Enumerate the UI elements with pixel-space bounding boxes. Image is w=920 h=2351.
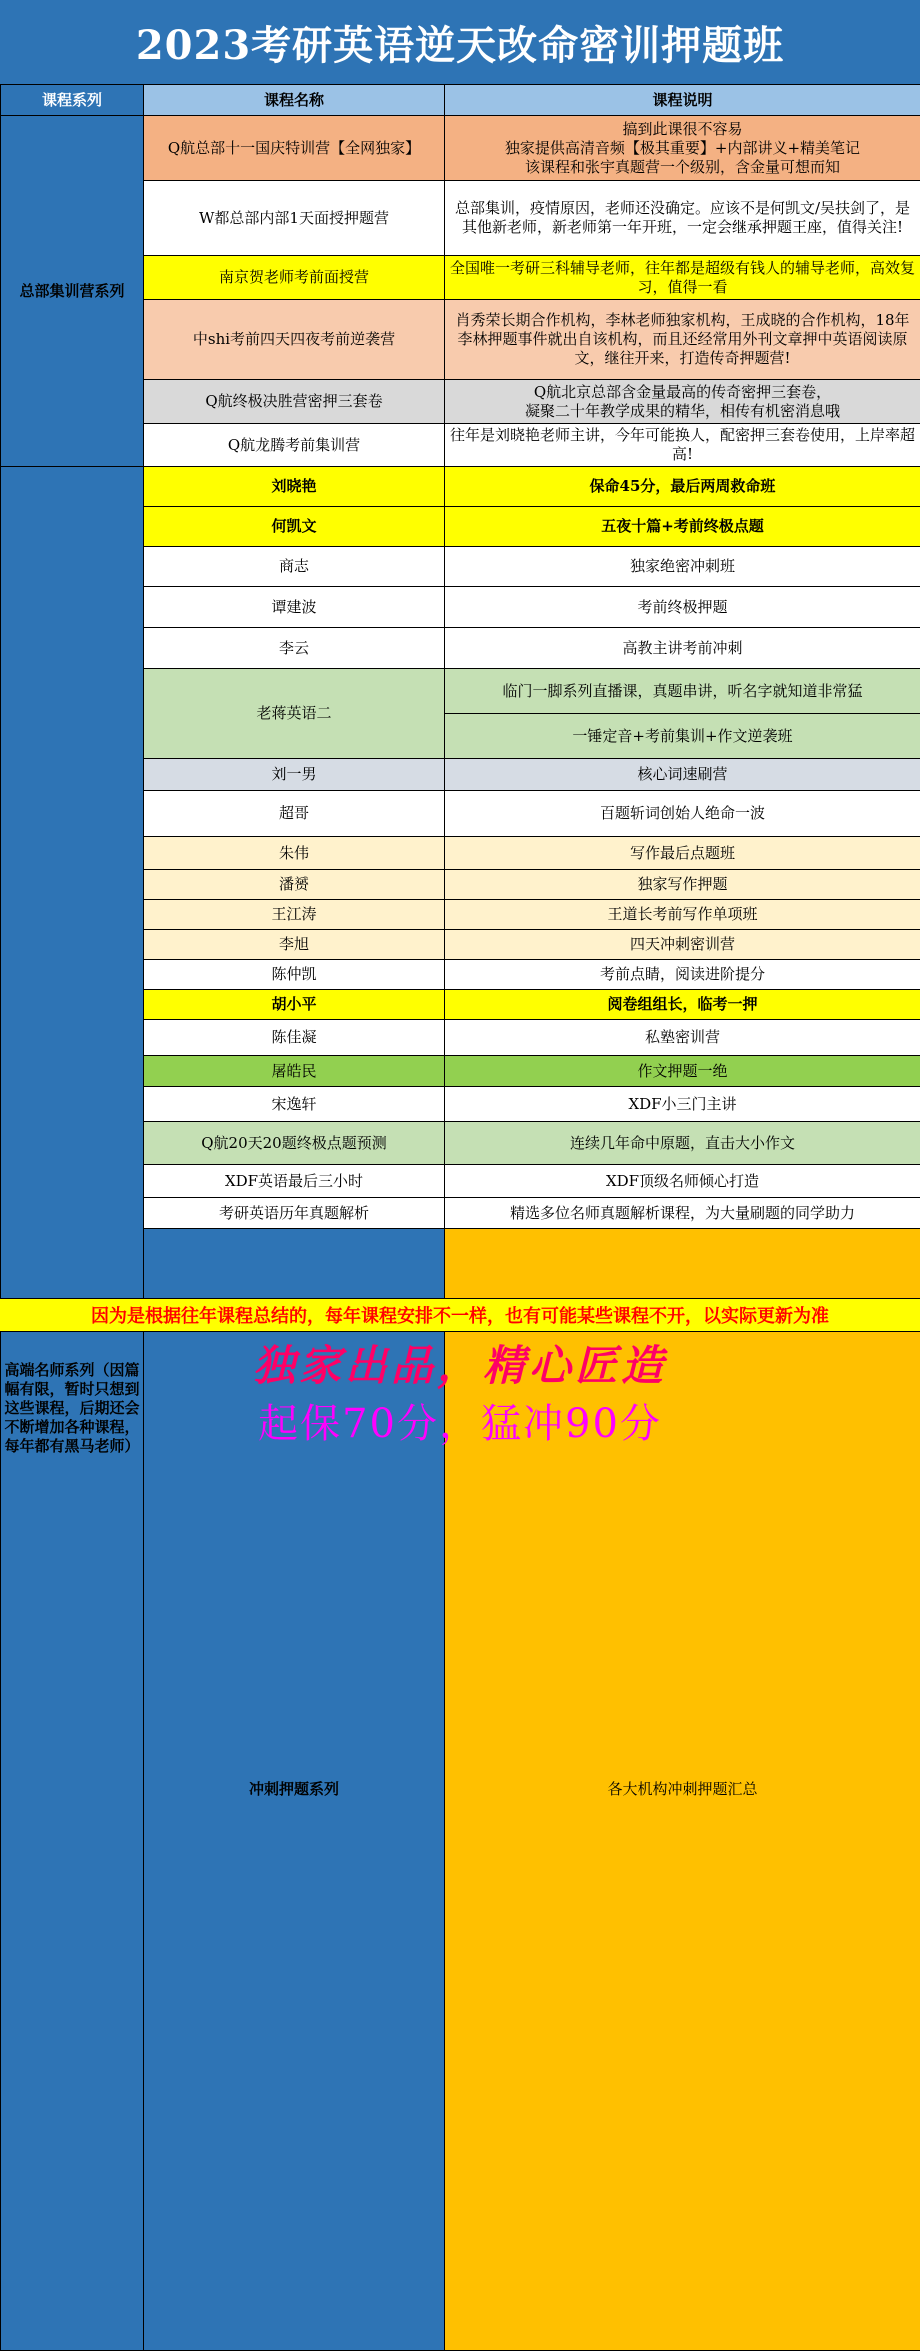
series-sprint: 冲刺押题系列 xyxy=(144,1229,445,2351)
course-name: 何凯文 xyxy=(144,507,445,547)
course-name: 朱伟 xyxy=(144,837,445,870)
course-desc: 王道长考前写作单项班 xyxy=(445,900,920,930)
course-name: 各大机构冲刺押题汇总 xyxy=(445,1229,920,2351)
header-series: 课程系列 xyxy=(1,85,144,116)
course-desc: Q航北京总部含金量最高的传奇密押三套卷， 凝聚二十年教学成果的精华，相传有机密消息哦 xyxy=(445,380,920,424)
course-name: 南京贺老师考前面授营 xyxy=(144,256,445,300)
course-desc: 独家写作押题 xyxy=(445,870,920,900)
course-desc: 作文押题一绝 xyxy=(445,1056,920,1087)
course-name: 胡小平 xyxy=(144,990,445,1020)
notice-banner: 因为是根据往年课程总结的，每年课程安排不一样，也有可能某些课程不开，以实际更新为准 xyxy=(0,1298,920,1332)
course-desc: 四天冲刺密训营 xyxy=(445,930,920,960)
course-desc: 全国唯一考研三科辅导老师，往年都是超级有钱人的辅导老师，高效复习，值得一看 xyxy=(445,256,920,300)
course-name: XDF英语最后三小时 xyxy=(144,1165,445,1198)
course-name: W都总部内部1天面授押题营 xyxy=(144,181,445,256)
page-title: 2023考研英语逆天改命密训押题班 xyxy=(0,0,920,84)
course-name: 谭建波 xyxy=(144,587,445,628)
series-master: 高端名师系列（因篇幅有限，暂时只想到这些课程，后期还会不断增加各种课程，每年都有黑马老师） xyxy=(1,467,144,2351)
course-name: 商志 xyxy=(144,547,445,587)
course-desc: 连续几年命中原题，直击大小作文 xyxy=(445,1122,920,1165)
course-name: 老蒋英语二 xyxy=(144,669,445,759)
course-desc: 独家绝密冲刺班 xyxy=(445,547,920,587)
course-desc: 阅卷组组长，临考一押 xyxy=(445,990,920,1020)
course-desc: 一锤定音+考前集训+作文逆袭班 xyxy=(445,714,920,759)
course-name: 李旭 xyxy=(144,930,445,960)
course-desc: 总部集训，疫情原因，老师还没确定。应该不是何凯文/吴扶剑了，是其他新老师，新老师第一年开班，一定会继承押题王座，值得关注! xyxy=(445,181,920,256)
table-header-row xyxy=(1,85,920,116)
course-desc: 百题斩词创始人绝命一波 xyxy=(445,791,920,837)
course-name: 潘赟 xyxy=(144,870,445,900)
course-name: 陈佳凝 xyxy=(144,1020,445,1056)
course-name: Q航龙腾考前集训营 xyxy=(144,424,445,467)
course-name: 刘一男 xyxy=(144,759,445,791)
course-desc: XDF小三门主讲 xyxy=(445,1087,920,1122)
course-name: 宋逸轩 xyxy=(144,1087,445,1122)
slogan-exclusive: 独家出品，精心匠造 xyxy=(0,1334,920,1392)
course-name: 屠皓民 xyxy=(144,1056,445,1087)
course-desc: 临门一脚系列直播课，真题串讲，听名字就知道非常猛 xyxy=(445,669,920,714)
course-name: Q航终极决胜营密押三套卷 xyxy=(144,380,445,424)
course-name: 超哥 xyxy=(144,791,445,837)
course-desc: 精选多位名师真题解析课程，为大量刷题的同学助力 xyxy=(445,1198,920,1229)
course-desc: 私塾密训营 xyxy=(445,1020,920,1056)
course-desc: 高教主讲考前冲刺 xyxy=(445,628,920,669)
table-row xyxy=(1,116,920,181)
course-name: 考研英语历年真题解析 xyxy=(144,1198,445,1229)
course-desc: 核心词速刷营 xyxy=(445,759,920,791)
course-name: 中shi考前四天四夜考前逆袭营 xyxy=(144,300,445,380)
course-desc: 往年是刘晓艳老师主讲，今年可能换人，配密押三套卷使用，上岸率超高! xyxy=(445,424,920,467)
header-desc: 课程说明 xyxy=(445,85,920,116)
course-desc: 考前终极押题 xyxy=(445,587,920,628)
header-name: 课程名称 xyxy=(144,85,445,116)
course-desc: XDF顶级名师倾心打造 xyxy=(445,1165,920,1198)
course-desc: 肖秀荣长期合作机构，李林老师独家机构，王成晓的合作机构，18年李林押题事件就出自该机构，而且还经常用外刊文章押中英语阅读原文，继往开来，打造传奇押题营! xyxy=(445,300,920,380)
table-row xyxy=(1,467,920,507)
course-name: 李云 xyxy=(144,628,445,669)
course-name: Q航20天20题终极点题预测 xyxy=(144,1122,445,1165)
course-name: 陈仲凯 xyxy=(144,960,445,990)
course-name: Q航总部十一国庆特训营【全网独家】 xyxy=(144,116,445,181)
course-name: 王江涛 xyxy=(144,900,445,930)
course-name: 刘晓艳 xyxy=(144,467,445,507)
slogan-score: 起保70分，猛冲90分 xyxy=(0,1392,920,1449)
course-desc: 保命45分，最后两周救命班 xyxy=(445,467,920,507)
course-desc: 考前点睛，阅读进阶提分 xyxy=(445,960,920,990)
course-desc: 写作最后点题班 xyxy=(445,837,920,870)
course-desc: 五夜十篇+考前终极点题 xyxy=(445,507,920,547)
course-desc: 搞到此课很不容易 独家提供高清音频【极其重要】+内部讲义+精美笔记 该课程和张宇真题营一个级别，含金量可想而知 xyxy=(445,116,920,181)
series-hq: 总部集训营系列 xyxy=(1,116,144,467)
course-table xyxy=(0,84,920,2351)
